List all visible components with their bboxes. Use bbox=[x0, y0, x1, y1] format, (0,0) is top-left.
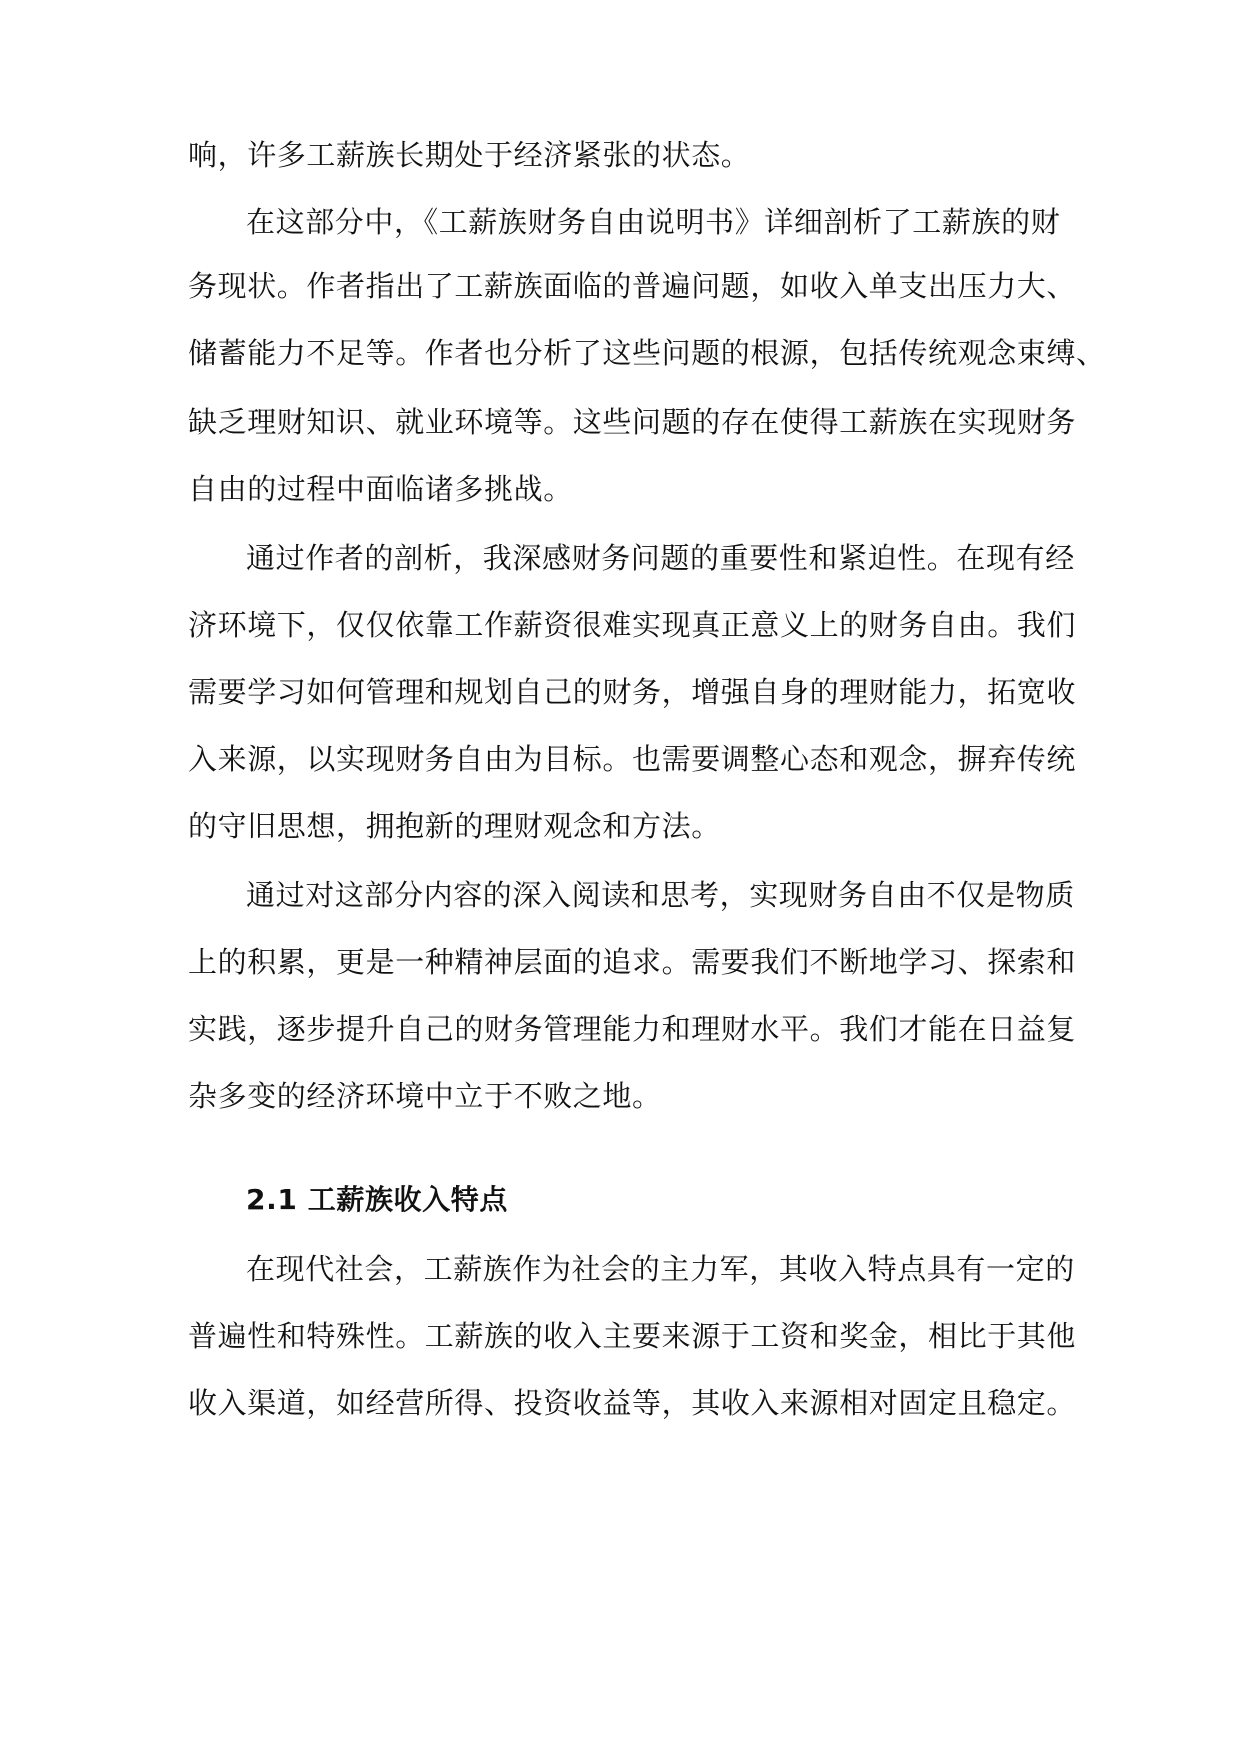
paragraph-line: 的守旧思想，拥抱新的理财观念和方法。 bbox=[188, 809, 721, 843]
paragraph-line: 务现状。作者指出了工薪族面临的普遍问题，如收入单支出压力大、 bbox=[188, 269, 1077, 303]
paragraph-line: 上的积累，更是一种精神层面的追求。需要我们不断地学习、探索和 bbox=[188, 945, 1077, 979]
paragraph-line: 通过作者的剖析，我深感财务问题的重要性和紧迫性。在现有经 bbox=[246, 541, 1075, 575]
paragraph-line: 通过对这部分内容的深入阅读和思考，实现财务自由不仅是物质 bbox=[246, 878, 1075, 912]
paragraph-line: 响，许多工薪族长期处于经济紧张的状态。 bbox=[188, 138, 751, 172]
paragraph-line: 在这部分中，《工薪族财务自由说明书》详细剖析了工薪族的财 bbox=[246, 205, 1061, 239]
paragraph-line: 在现代社会，工薪族作为社会的主力军，其收入特点具有一定的 bbox=[246, 1252, 1075, 1286]
paragraph-line: 缺乏理财知识、就业环境等。这些问题的存在使得工薪族在实现财务 bbox=[188, 405, 1077, 439]
paragraph-line: 需要学习如何管理和规划自己的财务，增强自身的理财能力，拓宽收 bbox=[188, 675, 1077, 709]
paragraph-line: 收入渠道，如经营所得、投资收益等，其收入来源相对固定且稳定。 bbox=[188, 1386, 1077, 1420]
section-heading: 2.1 工薪族收入特点 bbox=[246, 1183, 508, 1216]
paragraph-line: 储蓄能力不足等。作者也分析了这些问题的根源，包括传统观念束缚、 bbox=[188, 336, 1106, 370]
paragraph-line: 济环境下，仅仅依靠工作薪资很难实现真正意义上的财务自由。我们 bbox=[188, 608, 1077, 642]
paragraph-line: 自由的过程中面临诸多挑战。 bbox=[188, 472, 573, 506]
paragraph-line: 普遍性和特殊性。工薪族的收入主要来源于工资和奖金，相比于其他 bbox=[188, 1319, 1077, 1353]
paragraph-line: 入来源，以实现财务自由为目标。也需要调整心态和观念，摒弃传统 bbox=[188, 742, 1077, 776]
paragraph-line: 实践，逐步提升自己的财务管理能力和理财水平。我们才能在日益复 bbox=[188, 1012, 1077, 1046]
paragraph-line: 杂多变的经济环境中立于不败之地。 bbox=[188, 1079, 662, 1113]
